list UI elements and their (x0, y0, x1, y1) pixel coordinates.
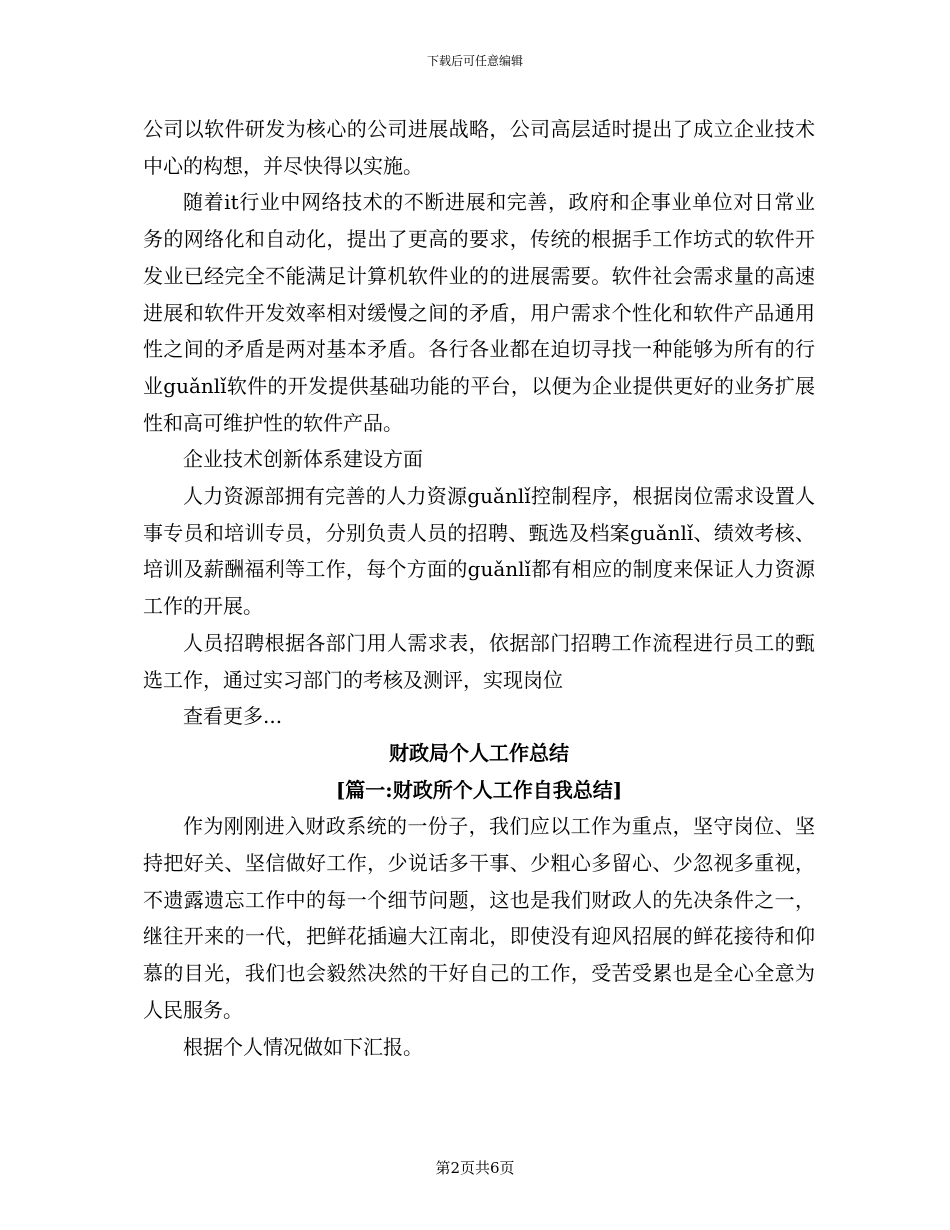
paragraph-innovation-system: 企业技术创新体系建设方面 (183, 447, 423, 472)
paragraph-report-intro: 根据个人情况做如下汇报。 (183, 1034, 423, 1059)
paragraph-it-industry: 随着it行业中网络技术的不断进展和完善，政府和企事业单位对日常业务的网络化和自动化，提出了更高的要求，传统的根据手工作坊式的软件开发业已经完全不能满足计算机软件业的的进展需要。软件社会需求量的高速进展和软件开发效率相对缓慢之间的矛盾，用户需求个性化和软件产品通用性之间的矛盾是两对基本矛盾。各行各业都在迫切寻找一种能够为所有的行业guǎnlǐ软件的开发提供基础功能的平台，以便为企业提供更好的业务扩展性和高可维护性的软件产品。 (143, 190, 815, 435)
read-more-link[interactable]: 查看更多... (183, 704, 283, 729)
paragraph-company-strategy: 公司以软件研发为核心的公司进展战略，公司高层适时提出了成立企业技术中心的构想，并尽快得以实施。 (143, 117, 815, 178)
section-title: [篇一:财政所个人工作自我总结] (335, 777, 623, 802)
paragraph-finance-work: 作为刚刚进入财政系统的一份子，我们应以工作为重点，坚守岗位、坚持把好关、坚信做好工作，少说话多干事、少粗心多留心、少忽视多重视，不遗露遗忘工作中的每一个细节问题，这也是我们财政人的先决条件之一，继往开来的一代，把鲜花插遍大江南北，即使没有迎风招展的鲜花接待和仰慕的目光，我们也会毅然决然的干好自己的工作，受苦受累也是全心全意为人民服务。 (143, 814, 815, 1022)
document-body (143, 111, 815, 1065)
page-header: 下载后可任意编辑 (426, 54, 523, 68)
paragraph-recruitment: 人员招聘根据各部门用人需求表，依据部门招聘工作流程进行员工的甄选工作，通过实习部门的考核及测评，实现岗位 (143, 630, 815, 692)
page-footer: 第2页共6页 (435, 1159, 515, 1177)
document-title: 财政局个人工作总结 (389, 740, 569, 765)
paragraph-hr-department: 人力资源部拥有完善的人力资源guǎnlǐ控制程序，根据岗位需求设置人事专员和培训专员，分别负责人员的招聘、甄选及档案guǎnlǐ、绩效考核、培训及薪酬福利等工作，每个方面的guǎnlǐ都有相应的制度来保证人力资源工作的开展。 (143, 484, 815, 619)
